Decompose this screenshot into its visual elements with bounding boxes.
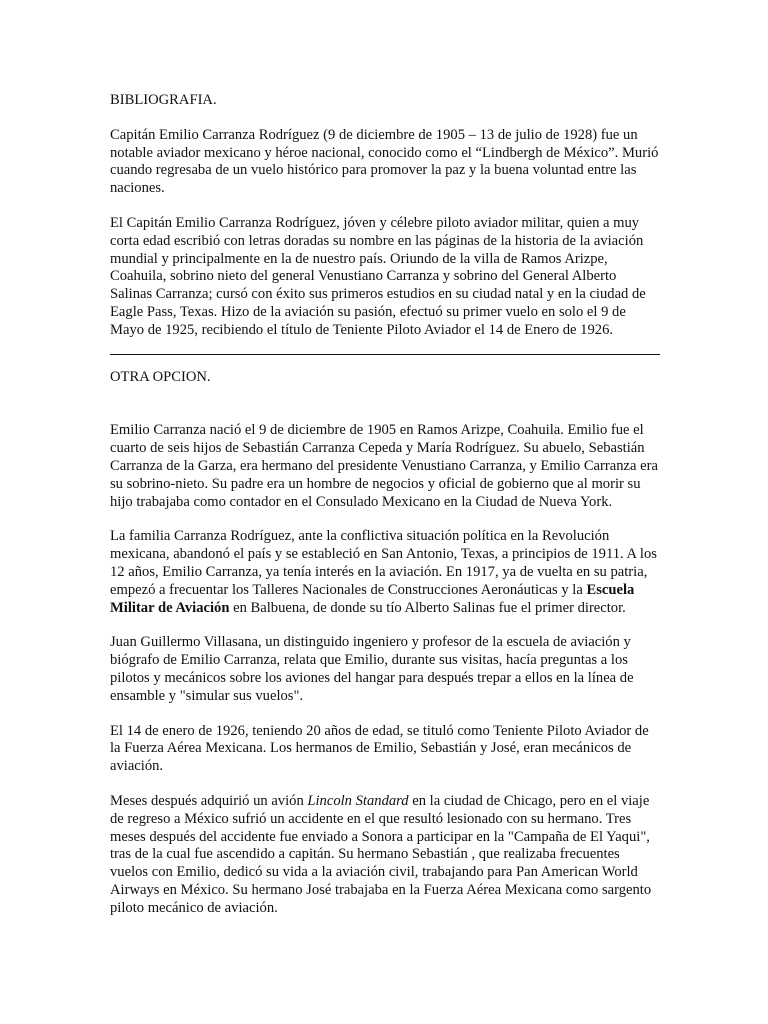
section-heading-otra-opcion: OTRA OPCION.: [110, 368, 211, 385]
escuela-militar-bold: Escuela Militar de Aviación: [110, 581, 635, 616]
paragraph-birth: Emilio Carranza nació el 9 de diciembre de 1905 en Ramos Arizpe, Coahuila. Emilio fue el cuarto de seis hijos de Sebastián Carranza Cepeda y María Rodríguez. Su abuelo, Sebastián Carranza de la Garza, era hermano del presidente Venustiano Carranza, y Emilio Carranza era su sobrino-nieto. Su padre era un hombre de negocios y oficial de gobierno que al morir su hijo trabajaba como contador en el Consulado Mexicano en la Ciudad de Nueva York.: [110, 422, 658, 510]
paragraph-intro: Capitán Emilio Carranza Rodríguez (9 de diciembre de 1905 – 13 de julio de 1928) fue un notable aviador mexicano y héroe nacional, conocido como el “Lindbergh de México”. Murió cuando regresaba de un vuelo histórico para promover la paz y la buena voluntad entre las naciones.: [110, 126, 659, 197]
paragraph-biography: El Capitán Emilio Carranza Rodríguez, jóven y célebre piloto aviador militar, quien a muy corta edad escribió con letras doradas su nombre en las páginas de la historia de la aviación mundial y principalmente en la de nuestro país. Oriundo de la villa de Ramos Arizpe, Coahuila, sobrino nieto del general Venustiano Carranza y sobrino del General Alberto Salinas Carranza; cursó con éxito sus primeros estudios en su ciudad natal y en la ciudad de Eagle Pass, Texas. Hizo de la aviación su pasión, efectuó su primer vuelo en solo el 9 de Mayo de 1925, recibiendo el título de Teniente Piloto Aviador el 14 de Enero de 1926.: [110, 214, 646, 338]
paragraph-lincoln: [110, 793, 660, 918]
paragraph-villasana: Juan Guillermo Villasana, un distinguido ingeniero y profesor de la escuela de aviación y biógrafo de Emilio Carranza, relata que Emilio, durante sus visitas, hacía preguntas a los pilotos y mecánicos sobre los aviones del hangar para después trepar a ellos en la línea de ensamble y "simular sus vuelos".: [110, 634, 634, 704]
document-page: [110, 92, 660, 917]
paragraph-family-text-2: en Balbuena, de donde su tío Alberto Salinas fue el primer director.: [229, 599, 626, 616]
horizontal-rule: [110, 354, 660, 355]
paragraph-family-text-1: La familia Carranza Rodríguez, ante la conflictiva situación política en la Revolución mexicana, abandonó el país y se estableció en San Antonio, Texas, a principios de 1911. A los 12 años, Emilio Carranza, ya tenía interés en la aviación. En 1917, ya de vuelta en su patria, empezó a frecuentar los Talleres Nacionales de Construcciones Aeronáuticas y la: [110, 528, 657, 598]
section-heading-bibliografia: BIBLIOGRAFIA.: [110, 92, 217, 108]
lincoln-standard-italic: Lincoln Standard: [307, 792, 409, 809]
paragraph-lincoln-text-1: Meses después adquirió un avión: [110, 792, 308, 809]
paragraph-title-1926: El 14 de enero de 1926, teniendo 20 años de edad, se tituló como Teniente Piloto Aviador de la Fuerza Aérea Mexicana. Los hermanos de Emilio, Sebastián y José, eran mecánicos de aviación.: [110, 722, 649, 775]
paragraph-family: [110, 528, 660, 617]
paragraph-lincoln-text-2: en la ciudad de Chicago, pero en el viaje de regreso a México sufrió un accidente en el que resultó lesionado con su hermano. Tres meses después del accidente fue enviado a Sonora a participar en la "Campaña de El Yaqui", tras de la cual fue ascendido a capitán. Su hermano Sebastián , que realizaba frecuentes vuelos con Emilio, dedicó su vida a la aviación civil, trabajando para Pan American World Airways en México. Su hermano José trabajaba en la Fuerza Aérea Mexicana como sargento piloto mecánico de aviación.: [110, 792, 652, 916]
